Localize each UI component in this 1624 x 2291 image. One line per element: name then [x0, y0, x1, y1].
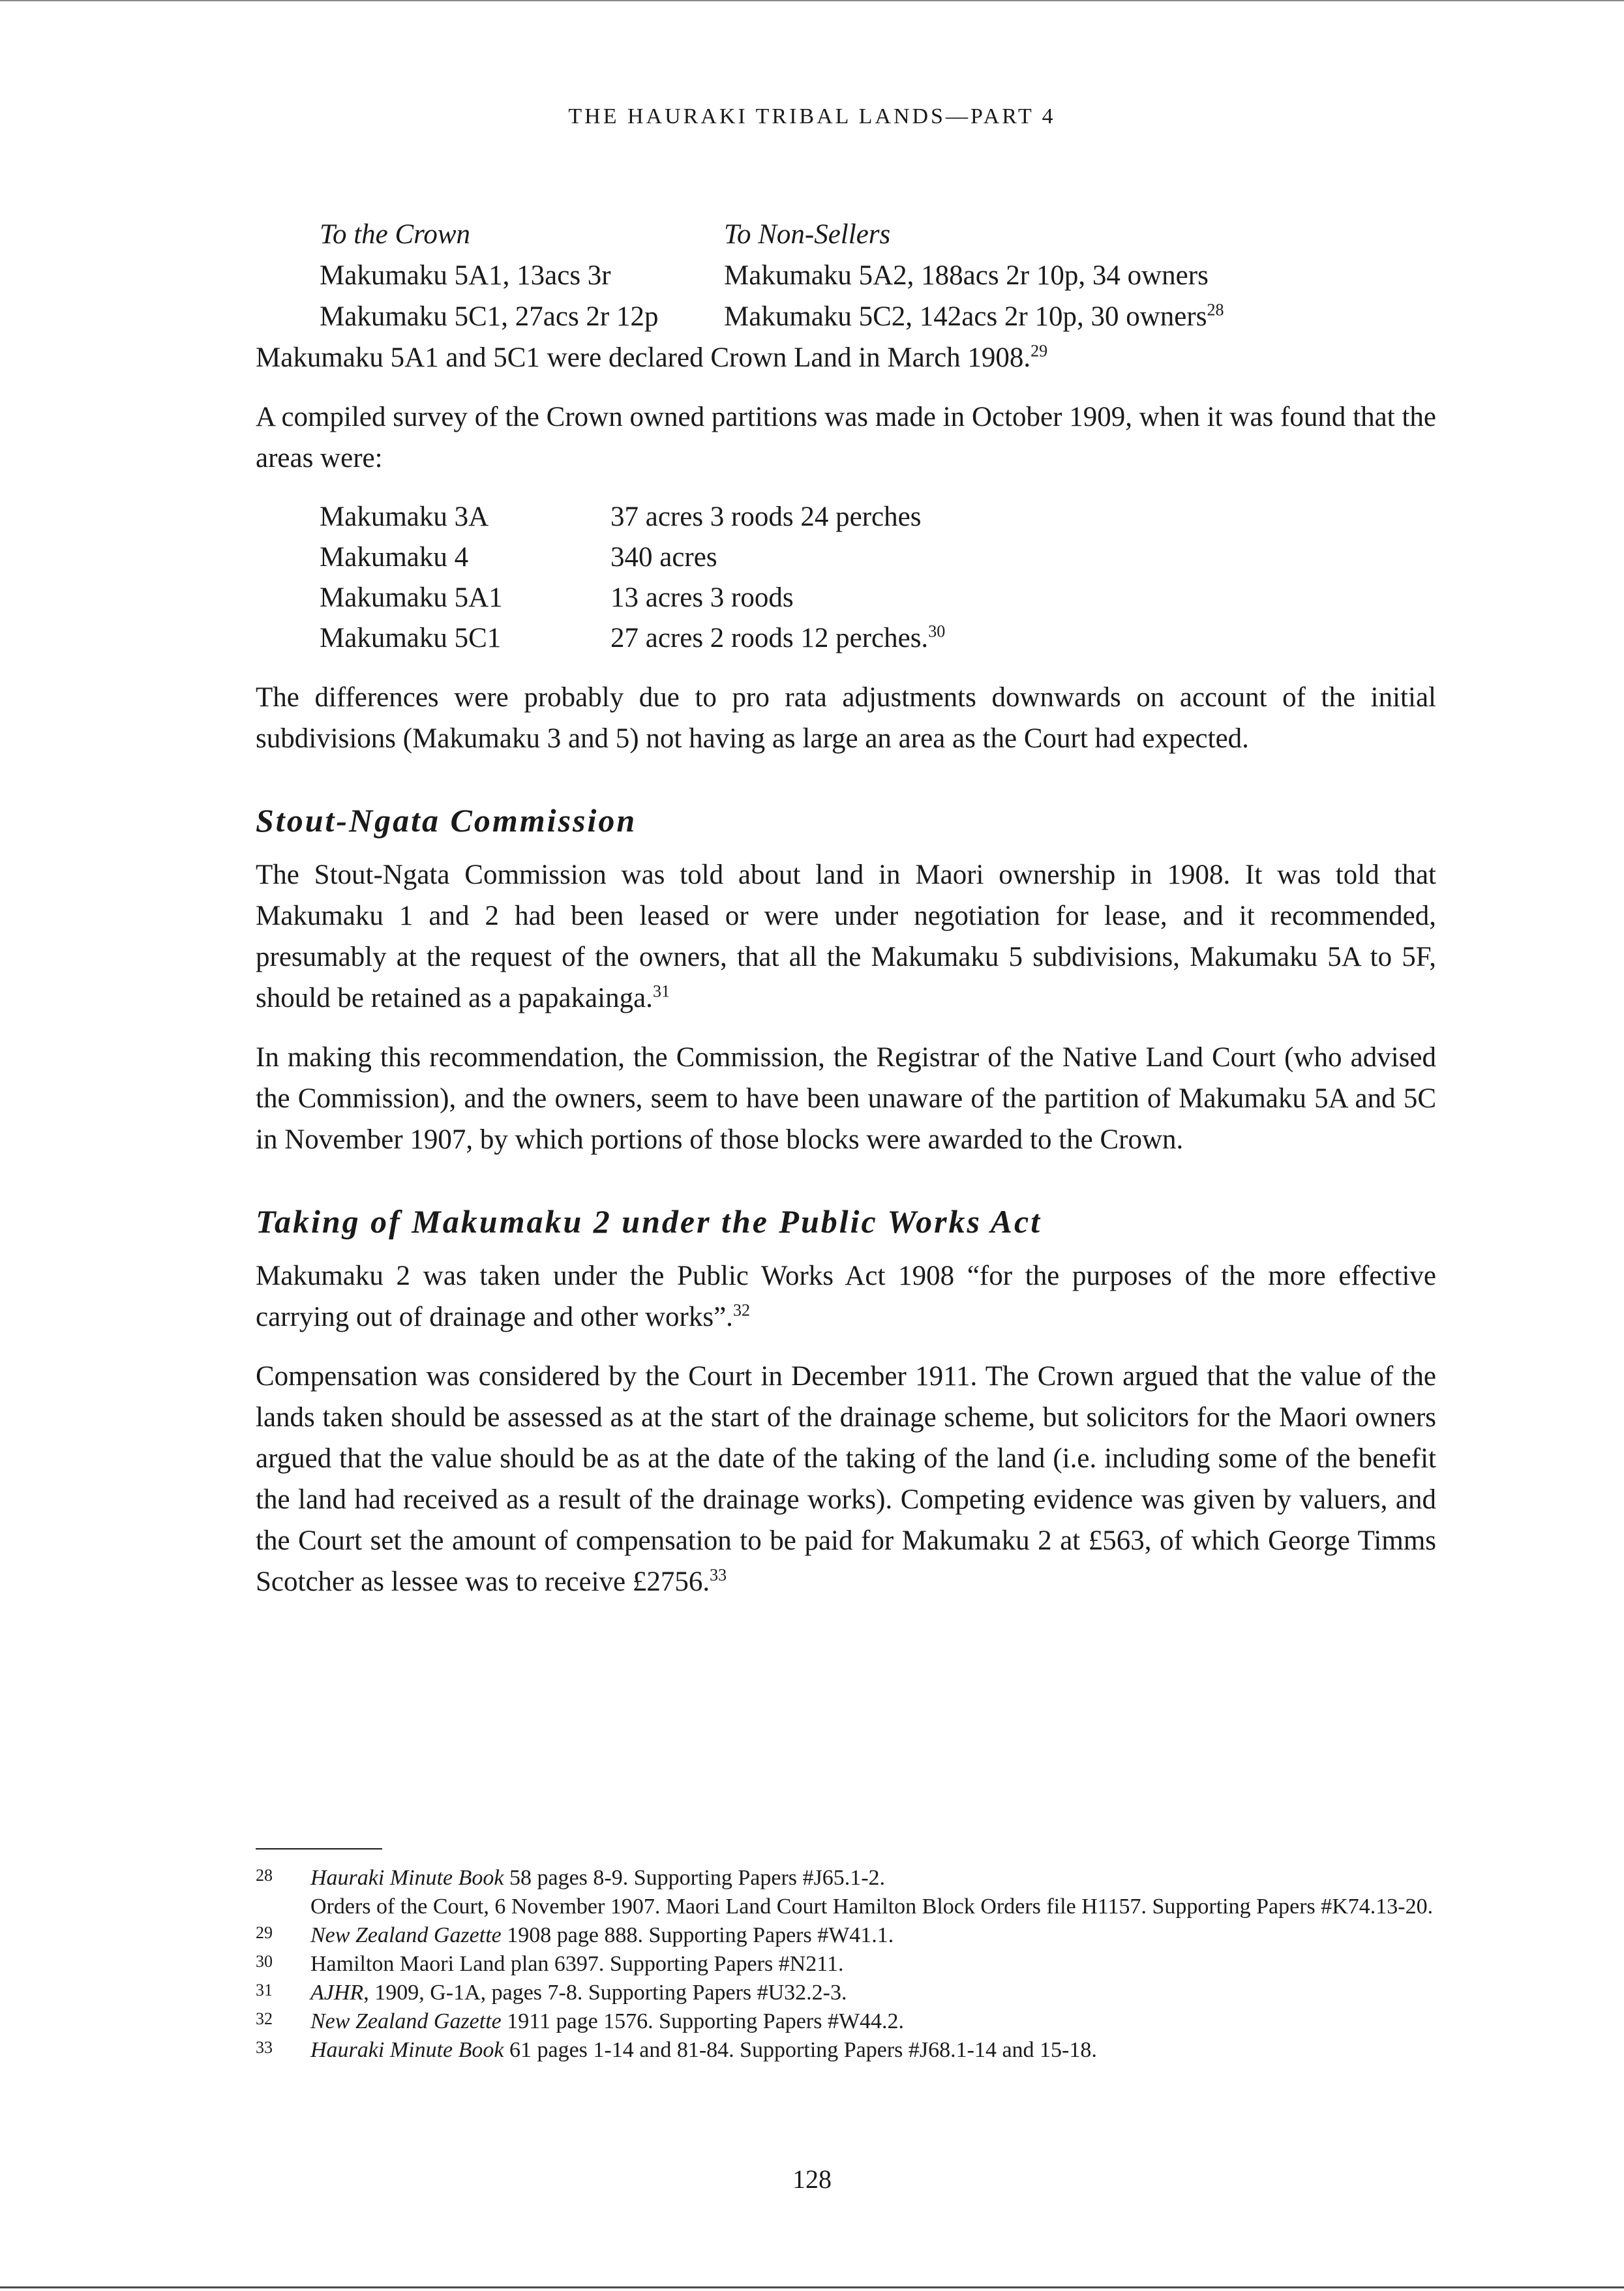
footnote-separator	[256, 1848, 382, 1849]
footnote-text: New Zealand Gazette 1908 page 888. Supporting Papers #W41.1.	[310, 1923, 894, 1947]
footnote-number: 31	[256, 1981, 273, 1999]
footnote-ref: 29	[1030, 341, 1048, 361]
footnote-number: 29	[256, 1923, 273, 1942]
footnote-ref: 31	[652, 981, 670, 1001]
page-number: 128	[792, 2164, 832, 2194]
stout-ngata-paragraph-2: In making this recommendation, the Commission, the Registrar of the Native Land Court (who advised the Commission), and the owners, seem to have been unaware of the partition of Makumaku 5A and 5C in November 1907, by which portions of those blocks were awarded to the Crown.	[256, 1042, 1436, 1155]
area-block-name: Makumaku 5C1	[320, 623, 502, 653]
section-heading-public-works: Taking of Makumaku 2 under the Public Works Act	[256, 1203, 1042, 1240]
survey-areas-table	[320, 497, 1436, 659]
survey-intro-paragraph: A compiled survey of the Crown owned partitions was made in October 1909, when it was found that the areas were:	[256, 402, 1436, 473]
area-block-name: Makumaku 3A	[320, 502, 489, 532]
area-block-name: Makumaku 5A1	[320, 582, 503, 613]
transfer-header-crown: To the Crown	[320, 219, 470, 250]
stout-ngata-paragraph-1: The Stout-Ngata Commission was told about land in Maori ownership in 1908. It was told that Makumaku 1 and 2 had been leased or were under negotiation for lease, and it recommended, presumably at the request of the owners, that all the Makumaku 5 subdivisions, Makumaku 5A to 5F, should be retained as a papakainga.$^{31}$	[256, 860, 1436, 1013]
footnote-number: 30	[256, 1952, 273, 1971]
transfer-header-non-sellers: To Non-Sellers	[724, 219, 891, 250]
transfer-cell-crown: Makumaku 5A1, 13acs 3r	[320, 260, 611, 291]
page-body	[256, 214, 1436, 1621]
footnote-ref: 30	[928, 621, 946, 641]
footnote-number: 32	[256, 2009, 273, 2028]
footnote-30	[256, 1950, 1436, 1979]
footnote-number: 33	[256, 2038, 273, 2057]
footnotes	[256, 1864, 1436, 2065]
footnote-31	[256, 1979, 1436, 2007]
section-heading-stout-ngata: Stout-Ngata Commission	[256, 802, 637, 839]
footnote-ref: 33	[710, 1565, 727, 1585]
area-block-name: Makumaku 4	[320, 542, 469, 573]
footnote-text: New Zealand Gazette 1911 page 1576. Supporting Papers #W44.2.	[310, 2009, 905, 2033]
footnote-text: Hauraki Minute Book 61 pages 1-14 and 81-84. Supporting Papers #J68.1-14 and 15-18.	[310, 2038, 1097, 2062]
transfer-cell-crown: Makumaku 5C1, 27acs 2r 12p	[320, 301, 659, 332]
public-works-paragraph-1: Makumaku 2 was taken under the Public Works Act 1908 “for the purposes of the more effective carrying out of drainage and other works”.$^{32}$	[256, 1261, 1436, 1332]
transfer-cell-non-sellers: Makumaku 5C2, 142acs 2r 10p, 30 owners$^{28}$	[724, 300, 1224, 332]
area-value: 37 acres 3 roods 24 perches	[610, 502, 922, 532]
top-border-rule	[0, 0, 1624, 1]
footnote-text: Hamilton Maori Land plan 6397. Supporting Papers #N211.	[310, 1952, 844, 1976]
transfer-table	[320, 214, 1436, 337]
footnote-number: 28	[256, 1866, 273, 1885]
footnote-32	[256, 2007, 1436, 2036]
footnote-ref: 32	[732, 1300, 750, 1320]
area-value: 27 acres 2 roods 12 perches.$^{30}$	[610, 621, 946, 653]
area-value: 13 acres 3 roods	[610, 582, 794, 613]
declared-crown-land-line: Makumaku 5A1 and 5C1 were declared Crown Land in March 1908.29	[256, 341, 1048, 373]
running-head: THE HAURAKI TRIBAL LANDS—PART 4	[568, 104, 1056, 128]
footnote-33	[256, 2036, 1436, 2065]
footnote-text: Hauraki Minute Book 58 pages 8-9. Supporting Papers #J65.1-2. Orders of the Court, 6 November 1907. Maori Land Court Hamilton Block Orders file H1157. Supporting Papers #K74.13-20.	[310, 1866, 1434, 1919]
differences-paragraph: The differences were probably due to pro rata adjustments downwards on account of the initial subdivisions (Makumaku 3 and 5) not having as large an area as the Court had expected.	[256, 682, 1436, 754]
transfer-cell-non-sellers: Makumaku 5A2, 188acs 2r 10p, 34 owners	[724, 260, 1209, 291]
area-value: 340 acres	[610, 542, 717, 573]
footnote-28	[256, 1864, 1436, 1921]
footnote-ref: 28	[1207, 300, 1224, 320]
footnote-29	[256, 1921, 1436, 1950]
footnote-text: AJHR, 1909, G-1A, pages 7-8. Supporting Papers #U32.2-3.	[310, 1981, 847, 2005]
public-works-paragraph-2: Compensation was considered by the Court in December 1911. The Crown argued that the value of the lands taken should be assessed as at the start of the drainage scheme, but solicitors for the Maori owners argued that the value should be as at the date of the taking of the land (i.e. including some of the benefit the land had received as a result of the drainage works). Competing evidence was given by valuers, and the Court set the amount of compensation to be paid for Makumaku 2 at £563, of which George Timms Scotcher as lessee was to receive £2756.33	[256, 1361, 1436, 1597]
bottom-border-rule	[0, 2286, 1624, 2288]
